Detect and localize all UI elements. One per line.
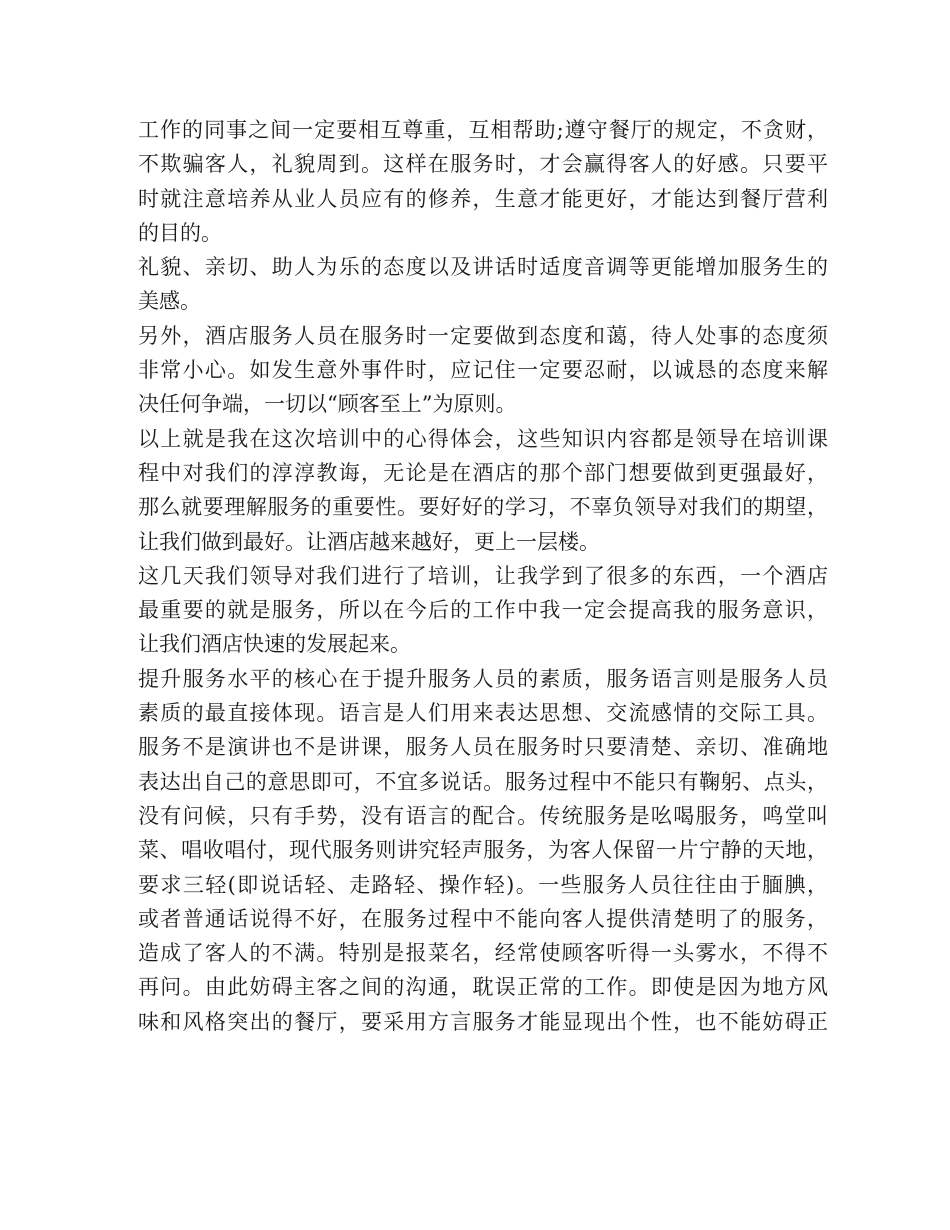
text-line: 让我们酒店快速的发展起来。	[138, 632, 411, 657]
text-line: 表达出自己的意思即可，不宜多说话。服务过程中不能只有鞠躬、点头，	[138, 769, 828, 794]
text-line: 那么就要理解服务的重要性。要好好的学习，不辜负领导对我们的期望，	[138, 495, 828, 520]
text-line: 礼貌、亲切、助人为乐的态度以及讲话时适度音调等更能增加服务生的	[138, 255, 828, 280]
text-line: 另外，酒店服务人员在服务时一定要做到态度和蔼，待人处事的态度须	[138, 323, 828, 348]
text-line: 以上就是我在这次培训中的心得体会，这些知识内容都是领导在培训课	[138, 426, 828, 451]
text-line: 时就注意培养从业人员应有的修养，生意才能更好，才能达到餐厅营利	[138, 186, 828, 211]
text-line: 工作的同事之间一定要相互尊重，互相帮助;遵守餐厅的规定，不贪财，	[138, 118, 828, 142]
text-line: 没有问候，只有手势，没有语言的配合。传统服务是吆喝服务，鸣堂叫	[138, 803, 828, 828]
text-line: 菜、唱收唱付，现代服务则讲究轻声服务，为客人保留一片宁静的天地，	[138, 838, 828, 863]
text-line: 让我们做到最好。让酒店越来越好，更上一层楼。	[138, 529, 600, 554]
text-line: 的目的。	[138, 220, 222, 245]
document-body	[138, 113, 828, 1039]
text-line: 要求三轻(即说话轻、走路轻、操作轻)。一些服务人员往往由于腼腆，	[138, 872, 828, 897]
text-line: 服务不是演讲也不是讲课，服务人员在服务时只要清楚、亲切、准确地	[138, 735, 828, 760]
text-line: 提升服务水平的核心在于提升服务人员的素质，服务语言则是服务人员	[138, 666, 828, 691]
text-line: 不欺骗客人，礼貌周到。这样在服务时，才会赢得客人的好感。只要平	[138, 152, 828, 177]
text-line: 美感。	[138, 289, 201, 314]
text-line: 决任何争端，一切以“顾客至上”为原则。	[138, 392, 517, 417]
text-line: 最重要的就是服务，所以在今后的工作中我一定会提高我的服务意识，	[138, 598, 828, 623]
text-line: 味和风格突出的餐厅，要采用方言服务才能显现出个性，也不能妨碍正	[138, 1009, 828, 1034]
text-line: 非常小心。如发生意外事件时，应记住一定要忍耐，以诚恳的态度来解	[138, 358, 828, 383]
text-line: 这几天我们领导对我们进行了培训，让我学到了很多的东西，一个酒店	[138, 563, 828, 588]
text-line: 造成了客人的不满。特别是报菜名，经常使顾客听得一头雾水，不得不	[138, 941, 828, 966]
text-line: 素质的最直接体现。语言是人们用来表达思想、交流感情的交际工具。	[138, 701, 828, 726]
text-line: 或者普通话说得不好，在服务过程中不能向客人提供清楚明了的服务，	[138, 906, 828, 931]
text-line: 程中对我们的淳淳教诲，无论是在酒店的那个部门想要做到更强最好，	[138, 460, 828, 485]
text-line: 再问。由此妨碍主客之间的沟通，耽误正常的工作。即使是因为地方风	[138, 975, 828, 1000]
